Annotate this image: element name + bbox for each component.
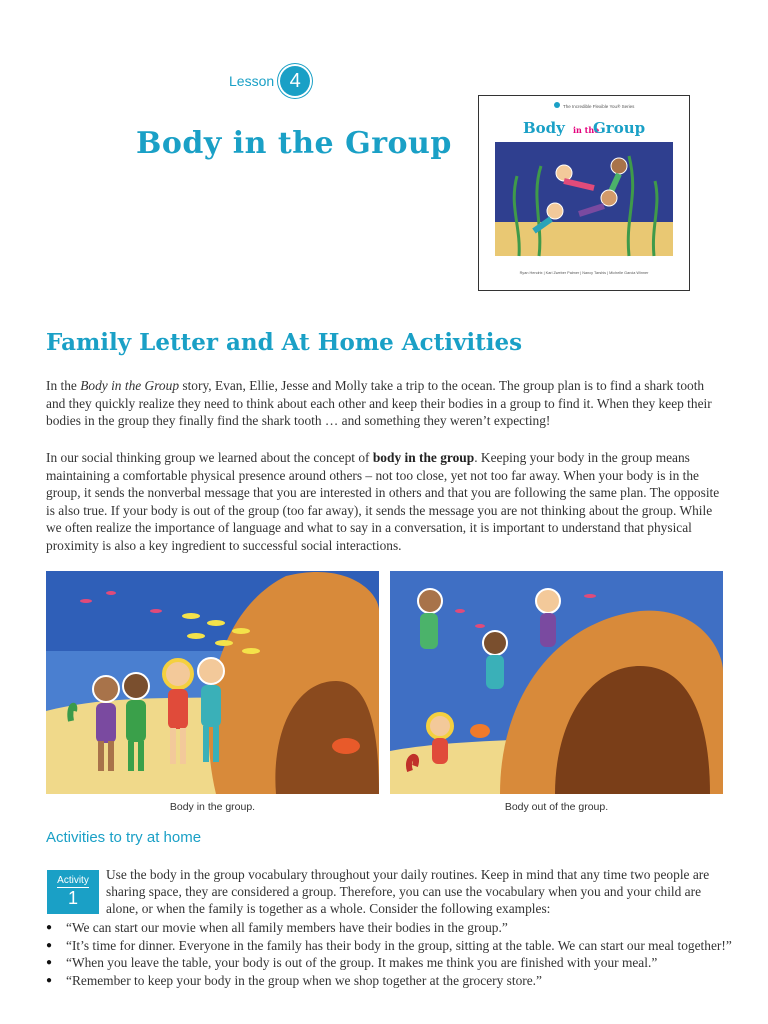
section-heading: Family Letter and At Home Activities [46, 329, 523, 356]
puffer-fish [470, 724, 490, 738]
cover-title-body: Body [523, 119, 565, 137]
coral-red [332, 738, 360, 754]
list-item: ● “Remember to keep your body in the group when we shop together at the grocery store.” [46, 972, 746, 990]
cover-kid-3 [601, 190, 617, 206]
p1-text-a: In the [46, 378, 81, 393]
p2-concept: body in the group [372, 450, 475, 465]
cover-kid-1 [556, 165, 572, 181]
illustration-body-out-of-group [390, 571, 723, 794]
list-item: ● “It’s time for dinner. Everyone in the family has their body in the group, sitting at the table. We can start our meal together!” [46, 937, 746, 955]
caption-left: Body in the group. [169, 801, 256, 813]
page-title: Body in the Group [136, 126, 452, 161]
intro-paragraph [46, 377, 723, 430]
p2-text-a: In our social thinking group we learned about the concept of [46, 450, 373, 465]
cover-title-inthe: in the [573, 125, 600, 135]
activity-badge-number: 1 [57, 887, 89, 908]
caption-right: Body out of the group. [504, 801, 609, 813]
p1-story-title: Body in the Group [80, 378, 180, 393]
cover-title-group: Group [593, 119, 646, 137]
lesson-text: Lesson [229, 73, 275, 89]
concept-paragraph [46, 449, 723, 554]
cover-authors: Ryan Hendrix | Kari Zweber Palmer | Nancy Tarshis | Michelle Garcia Winner [519, 271, 649, 275]
p2-text-b: . Keeping your body in the group means maintaining a comfortable physical presence around others – not too close, yet not too far away. When your body is in the group, it sends the nonverbal message that you are interested in others and that you are following the same plan. The opposite is also true. If your body is out of the group (too far away), it sends the message you are not thinking about the group. While we often realize the importance of language and what to say in a conversation, it is important to understand that physical proximity is also a key ingredient to successful social interactions. [46, 450, 720, 553]
cover-kid-2 [611, 158, 627, 174]
book-cover [478, 95, 690, 291]
activity-text: Use the body in the group vocabulary throughout your daily routines. Keep in mind that any time two people are sharing space, they are considered a group. Therefore, you can use the vocabulary when you and your child are alone, or when the family is together as a whole. Consider the following examples: [106, 867, 710, 917]
cover-kid-4 [547, 203, 563, 219]
examples-list [46, 919, 746, 989]
activity-badge-label: Activity [57, 875, 89, 886]
activities-heading: Activities to try at home [46, 829, 202, 846]
series-dot-icon [554, 102, 560, 108]
book-cover-art [479, 96, 689, 290]
list-item: ● “We can start our movie when all family members have their bodies in the group.” [46, 919, 746, 937]
lesson-number-badge: 4 [280, 66, 310, 96]
cover-sand [495, 222, 673, 256]
lesson-label [229, 66, 310, 96]
cover-series: The Incredible Flexible You® Series [563, 104, 635, 109]
illustration-body-in-group [46, 571, 379, 794]
p1-text-b: story, Evan, Ellie, Jesse and Molly take a trip to the ocean. The group plan is to find a shark tooth and they quickly realize they need to think about each other and keep their bodies in a group to find it. When they keep their bodies in the group they finally find the shark tooth … and something they weren’t expecting! [46, 378, 712, 428]
activity-badge [47, 870, 99, 914]
list-item: ● “When you leave the table, your body is out of the group. It makes me think you are finished with your meal.” [46, 954, 746, 972]
